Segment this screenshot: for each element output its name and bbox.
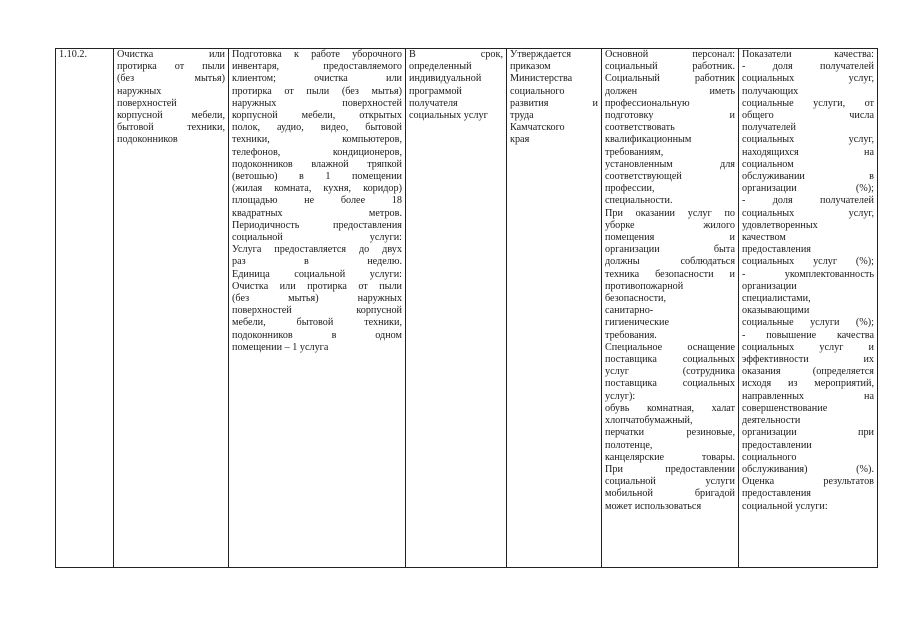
text-line: Основной персонал: — [605, 49, 735, 60]
text-line: Социальный работник — [605, 73, 735, 85]
text-line: гигиенические — [605, 317, 670, 329]
text-line: находящихся на — [742, 146, 874, 158]
text-line: услуг (сотрудника — [605, 366, 735, 378]
text-line: установленным для — [605, 158, 735, 170]
cell-conditions — [602, 49, 739, 568]
text-line: Единица социальной услуги: — [232, 268, 402, 280]
text-line: Показатели качества: — [742, 49, 874, 60]
text-line: социального — [742, 451, 797, 463]
text-line: перчатки резиновые, — [605, 427, 735, 439]
text-line: Подготовка к работе уборочного — [232, 49, 402, 60]
text-line: помещения и — [605, 232, 735, 244]
text-line: противопожарной — [605, 280, 684, 292]
text-line: корпусной мебели, открытых — [232, 110, 402, 122]
text-line: телефонов, кондиционеров, — [232, 146, 402, 158]
text-line: полок, аудио, видео, бытовой — [232, 122, 402, 134]
text-line: подготовку и — [605, 110, 735, 122]
text-line: получателей — [742, 122, 797, 134]
cell-service-name — [114, 49, 229, 568]
text-line: специальности. — [605, 195, 673, 207]
text-line: качеством — [742, 232, 786, 244]
text-line: социального — [510, 85, 565, 97]
text-line: предоставлении — [742, 439, 812, 451]
text-line: социальных услуг, — [742, 134, 874, 146]
text-line: исходя из мероприятий, — [742, 378, 874, 390]
text-line: санитарно- — [605, 305, 654, 317]
text-line: получателя — [409, 97, 458, 109]
text-line: Специальное оснащение — [605, 341, 735, 353]
text-line: При предоставлении — [605, 463, 735, 475]
text-line: получающих — [742, 85, 799, 97]
text-line: индивидуальной — [409, 73, 482, 85]
text-line: безопасности, — [605, 293, 667, 305]
cell-description — [229, 49, 406, 568]
text-line: предоставления — [742, 488, 811, 500]
text-line: Министерства — [510, 73, 573, 85]
text-line: организации при — [742, 427, 874, 439]
text-line: организации (%); — [742, 183, 874, 195]
text-line: техника безопасности и — [605, 268, 735, 280]
text-line: профессии, — [605, 183, 655, 195]
text-line: бытовой техники, — [117, 122, 225, 134]
text-line: подоконников — [117, 134, 178, 146]
text-line: При оказании услуг по — [605, 207, 735, 219]
text-line: Услуга предоставляется до двух — [232, 244, 402, 256]
text-line: инвентаря, предоставляемого — [232, 61, 402, 73]
text-line: края — [510, 134, 530, 146]
text-line: поставщика социальных — [605, 378, 735, 390]
text-line: организации быта — [605, 244, 735, 256]
text-line: удовлетворенных — [742, 219, 818, 231]
approval-text — [510, 49, 598, 147]
text-line: (без мытья) — [117, 73, 225, 85]
text-line: общего числа — [742, 110, 874, 122]
text-line: обслуживании в — [742, 171, 874, 183]
text-line: оказывающими — [742, 305, 810, 317]
text-line: мебели, бытовой техники, — [232, 317, 402, 329]
text-line: оказания (определяется — [742, 366, 874, 378]
text-line: (ветошью) в 1 помещении — [232, 171, 402, 183]
text-line: социальные услуги, от — [742, 97, 874, 109]
text-line: труда — [510, 110, 534, 122]
text-line: подоконников влажной тряпкой — [232, 158, 402, 170]
text-line: Оценка результатов — [742, 476, 874, 488]
text-line: клиентом; очистка или — [232, 73, 402, 85]
service-term-text — [409, 49, 503, 122]
text-line: направленных на — [742, 390, 874, 402]
text-line: определенный — [409, 61, 472, 73]
text-line: - укомплектованность — [742, 268, 874, 280]
service-name-text — [117, 49, 225, 147]
text-line: канцелярские товары. — [605, 451, 735, 463]
text-line: может использоваться — [605, 500, 702, 512]
text-line: - повышение качества — [742, 329, 874, 341]
text-line: протирка от пыли — [117, 61, 225, 73]
text-line: В срок, — [409, 49, 503, 60]
text-line: социальной услуги — [605, 476, 735, 488]
text-line: уборке жилого — [605, 219, 735, 231]
text-line: организации — [742, 280, 797, 292]
text-line: техники, компьютеров, — [232, 134, 402, 146]
text-line: помещении – 1 услуга — [232, 341, 329, 353]
text-line: социальных услуг и — [742, 341, 874, 353]
text-line: поверхностей корпусной — [232, 305, 402, 317]
text-line: площадью не более 18 — [232, 195, 402, 207]
cell-term — [406, 49, 507, 568]
cell-number — [56, 49, 114, 568]
text-line: социальном — [742, 158, 794, 170]
text-line: эффективности их — [742, 354, 874, 366]
text-line: требования. — [605, 329, 657, 341]
text-line: квадратных метров. — [232, 207, 402, 219]
text-line: Утверждается — [510, 49, 572, 60]
text-line: Периодичность предоставления — [232, 219, 402, 231]
text-line: социальных услуг — [409, 110, 488, 122]
text-line: (жилая комната, кухня, коридор) — [232, 183, 402, 195]
text-line: обслуживания) (%). — [742, 463, 874, 475]
text-line: протирка от пыли (без мытья) — [232, 85, 402, 97]
text-line: социальные услуги (%); — [742, 317, 874, 329]
text-line: профессиональную — [605, 97, 690, 109]
text-line: раз в неделю. — [232, 256, 402, 268]
service-standard-table — [55, 48, 878, 568]
text-line: приказом — [510, 61, 551, 73]
text-line: - доля получателей — [742, 195, 874, 207]
text-line: социальных услуг, — [742, 207, 874, 219]
table-row — [56, 49, 878, 568]
text-line: должен иметь — [605, 85, 735, 97]
quality-indicators-text — [742, 49, 874, 513]
text-line: социальный работник. — [605, 61, 735, 73]
text-line: полотенце, — [605, 439, 653, 451]
service-description-text — [232, 49, 402, 354]
text-line: социальных услуг, — [742, 73, 874, 85]
text-line: Очистка или — [117, 49, 225, 60]
text-line: мобильной бригадой — [605, 488, 735, 500]
cell-indicators — [739, 49, 878, 568]
text-line: социальной услуги: — [742, 500, 828, 512]
text-line: социальных услуг (%); — [742, 256, 874, 268]
text-line: хлопчатобумажный, — [605, 415, 693, 427]
text-line: обувь комнатная, халат — [605, 402, 735, 414]
row-number: 1.10.2. — [59, 49, 88, 60]
text-line: Камчатского — [510, 122, 565, 134]
text-line: социальной услуги: — [232, 232, 402, 244]
text-line: предоставления — [742, 244, 811, 256]
text-line: корпусной мебели, — [117, 110, 225, 122]
text-line: наружных поверхностей — [232, 97, 402, 109]
text-line: должны соблюдаться — [605, 256, 735, 268]
text-line: подоконников в одном — [232, 329, 402, 341]
text-line: развития и — [510, 97, 598, 109]
text-line: поставщика социальных — [605, 354, 735, 366]
text-line: услуг): — [605, 390, 636, 402]
text-line: соответствующей — [605, 171, 682, 183]
cell-approval — [507, 49, 602, 568]
text-line: (без мытья) наружных — [232, 293, 402, 305]
text-line: поверхностей — [117, 97, 177, 109]
text-line: наружных — [117, 85, 162, 97]
text-line: специалистами, — [742, 293, 811, 305]
text-line: требованиям, — [605, 146, 664, 158]
text-line: Очистка или протирка от пыли — [232, 280, 402, 292]
text-line: - доля получателей — [742, 61, 874, 73]
text-line: программой — [409, 85, 462, 97]
text-line: совершенствование — [742, 402, 828, 414]
text-line: соответствовать — [605, 122, 675, 134]
conditions-text — [605, 49, 735, 513]
text-line: деятельности — [742, 415, 801, 427]
text-line: квалификационным — [605, 134, 692, 146]
